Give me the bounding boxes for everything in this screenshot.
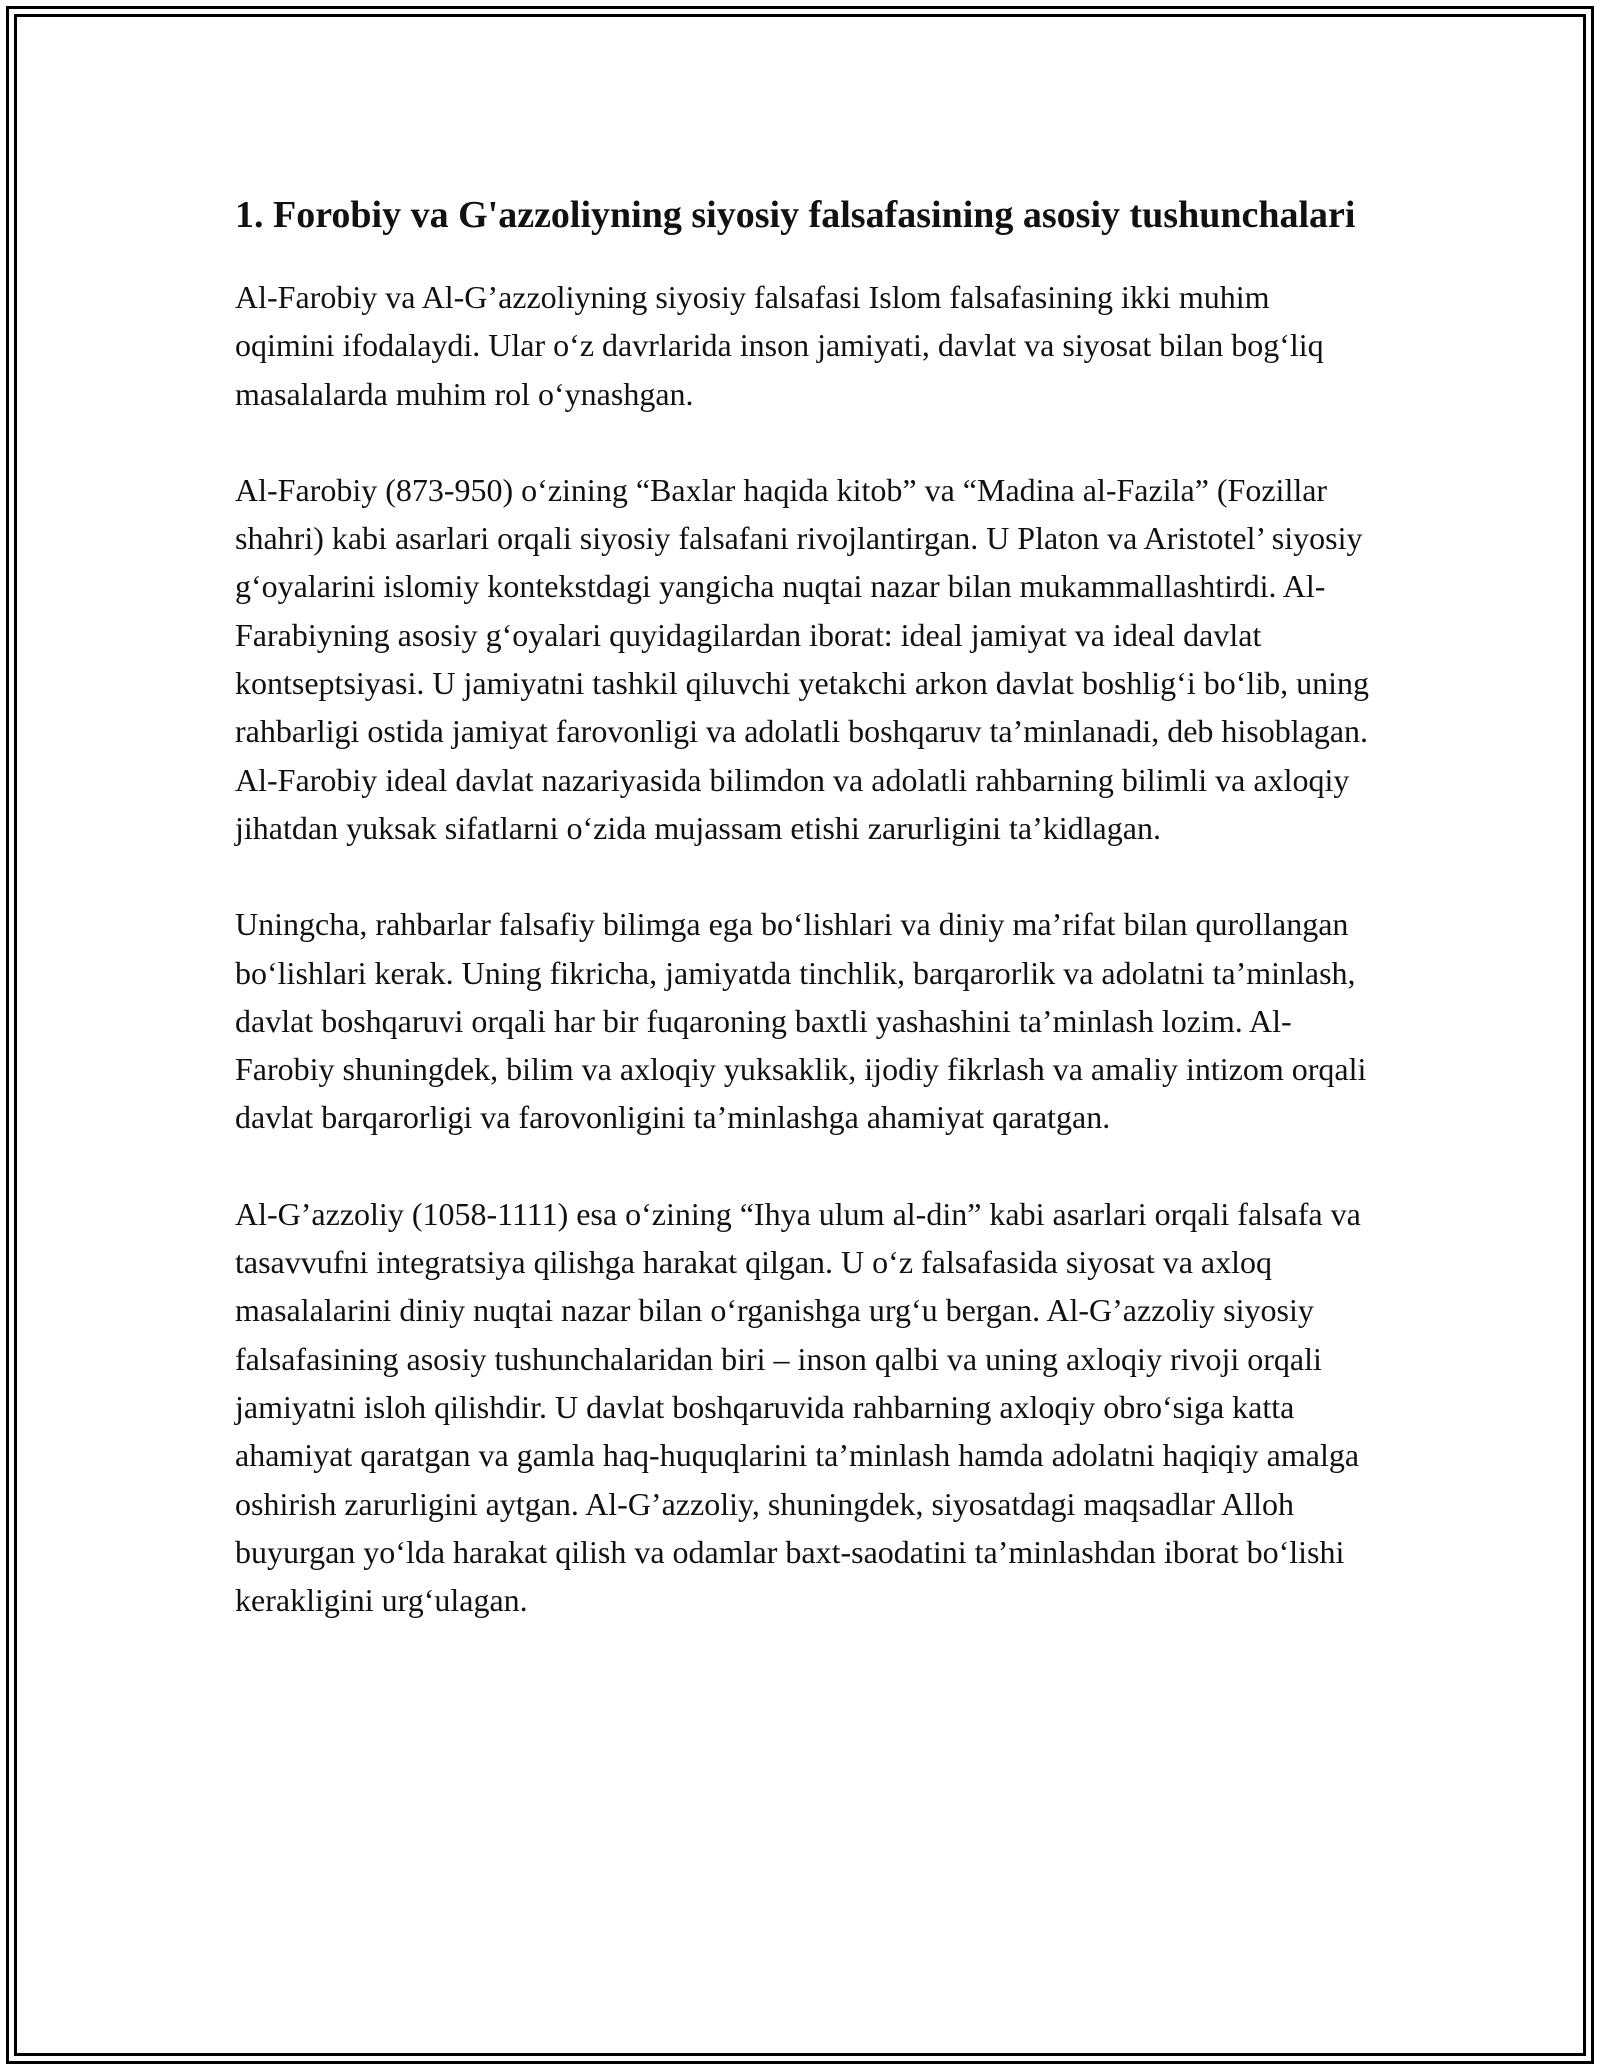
paragraph-leaders: Uningcha, rahbarlar falsafiy bilimga ega bo‘lishlari va diniy ma’rifat bilan qurollangan bo‘lishlari kerak. Uning fikricha, jamiyatda tinchlik, barqarorlik va adolatni ta’minlash, davlat boshqaruvi orqali har bir fuqaroning baxtli yashashini ta’minlash lozim. Al-Farobiy shuningdek, bilim va axloqiy yuksaklik, ijodiy fikrlash va amaliy intizom orqali davlat barqarorligi va farovonligini ta’minlashga ahamiyat qaratgan. bbox=[235, 906, 1367, 1136]
paragraph-farobiy: Al-Farobiy (873-950) o‘zining “Baxlar haqida kitob” va “Madina al-Fazila” (Fozillar shahri) kabi asarlari orqali siyosiy falsafani rivojlantirgan. U Platon va Aristotel’ siyosiy g‘oyalarini islomiy kontekstdagi yangicha nuqtai nazar bilan mukammallashtirdi. Al-Farabiyning asosiy g‘oyalari quyidagilardan iborat: ideal jamiyat va ideal davlat kontseptsiyasi. U jamiyatni tashkil qiluvchi yetakchi arkon davlat boshlig‘i bo‘lib, uning rahbarligi ostida jamiyat farovonligi va adolatli boshqaruv ta’minlanadi, deb hisoblagan. Al-Farobiy ideal davlat nazariyasida bilimdon va adolatli rahbarning bilimli va axloqiy jihatdan yuksak sifatlarni o‘zida mujassam etishi zarurligini ta’kidlagan. bbox=[235, 471, 1370, 846]
document-body bbox=[235, 188, 1370, 1672]
paragraph-intro: Al-Farobiy va Al-G’azzoliyning siyosiy falsafasi Islom falsafasining ikki muhim oqimini ifodalaydi. Ular o‘z davrlarida inson jamiyati, davlat va siyosat bilan bog‘liq masalalarda muhim rol o‘ynashgan. bbox=[235, 279, 1324, 412]
paragraph-gazzoliy: Al-G’azzoliy (1058-1111) esa o‘zining “Ihya ulum al-din” kabi asarlari orqali falsafa va tasavvufni integratsiya qilishga harakat qilgan. U o‘z falsafasida siyosat va axloq masalalarini diniy nuqtai nazar bilan o‘rganishga urg‘u bergan. Al-G’azzoliy siyosiy falsafasining asosiy tushunchalaridan biri – inson qalbi va uning axloqiy rivoji orqali jamiyatni isloh qilishdir. U davlat boshqaruvida rahbarning axloqiy obro‘siga katta ahamiyat qaratgan va gamla haq-huquqlarini ta’minlash hamda adolatni haqiqiy amalga oshirish zarurligini aytgan. Al-G’azzoliy, shuningdek, siyosatdagi maqsadlar Alloh buyurgan yo‘lda harakat qilish va odamlar baxt-saodatini ta’minlashdan iborat bo‘lishi kerakligini urg‘ulagan. bbox=[235, 1195, 1361, 1619]
section-heading: 1. Forobiy va G'azzoliyning siyosiy falsafasining asosiy tushunchalari bbox=[235, 194, 1356, 236]
